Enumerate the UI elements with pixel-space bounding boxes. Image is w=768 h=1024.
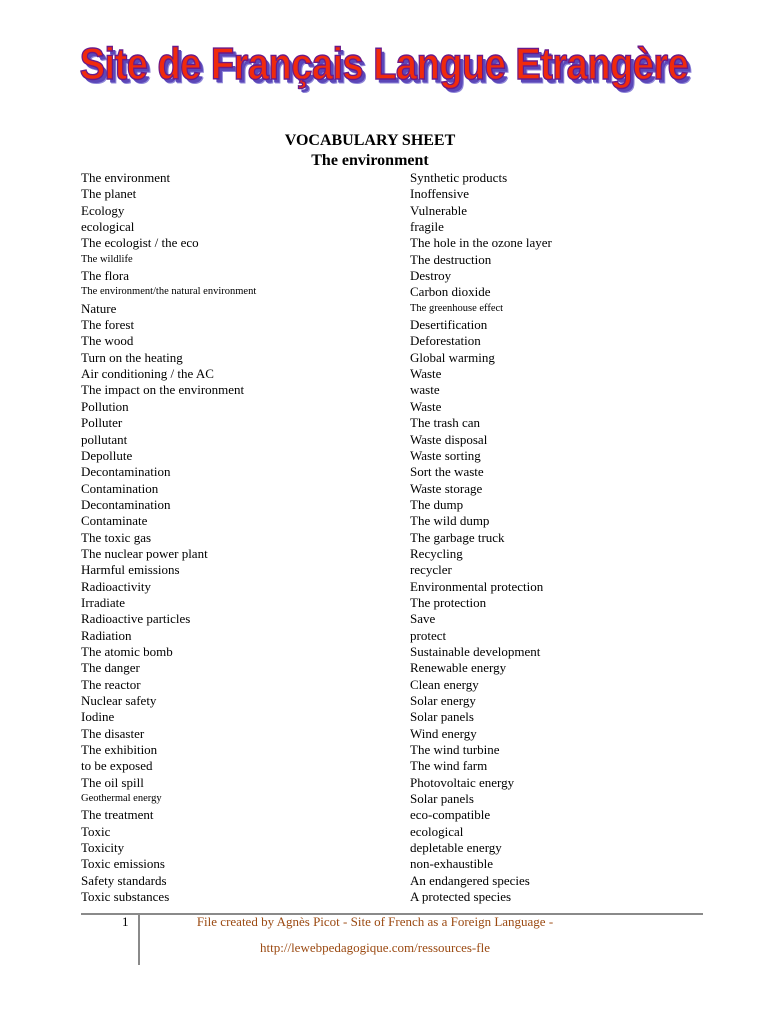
vocabulary-item: to be exposed [81, 758, 153, 774]
vocabulary-item: Radiation [81, 627, 132, 643]
vocabulary-item: Environmental protection [410, 578, 544, 594]
vocabulary-item: A protected species [410, 889, 512, 905]
vocabulary-item: Toxic [81, 823, 111, 839]
vocabulary-item: non-exhaustible [410, 856, 494, 872]
vocabulary-item: waste [410, 382, 440, 398]
vocabulary-item: Solar panels [410, 709, 474, 725]
vocabulary-item: Inoffensive [410, 186, 469, 202]
vocabulary-item: The protection [410, 594, 487, 610]
vocabulary-item: Desertification [410, 317, 488, 333]
vocabulary-item: pollutant [81, 431, 128, 447]
vocabulary-item: Sort the waste [410, 464, 484, 480]
vocabulary-item: Waste disposal [410, 431, 488, 447]
vocabulary-item: Synthetic products [410, 170, 508, 185]
vocabulary-item: Recycling [410, 545, 463, 561]
vocabulary-item: Decontamination [81, 496, 171, 512]
vocabulary-item: The disaster [81, 725, 145, 741]
vocabulary-item: The destruction [410, 251, 492, 267]
vocabulary-item: Harmful emissions [81, 562, 180, 578]
vocabulary-item: The environment [81, 170, 171, 185]
vocabulary-item: Waste sorting [410, 447, 481, 463]
vocabulary-item: The wildlife [81, 253, 133, 265]
vocabulary-item: Ecology [81, 202, 125, 218]
vocabulary-item: Toxic emissions [81, 856, 165, 872]
vocabulary-item: Toxic substances [81, 889, 170, 905]
vocabulary-item: The wood [81, 333, 134, 349]
vocabulary-item: The dump [410, 496, 464, 512]
vocabulary-item: The danger [81, 660, 140, 676]
vocabulary-item: fragile [410, 219, 444, 235]
vocabulary-item: The nuclear power plant [81, 545, 208, 561]
vocabulary-item: Turn on the heating [81, 349, 183, 365]
vocabulary-item: Radioactivity [81, 578, 152, 594]
sheet-subtitle: The environment [311, 152, 429, 169]
vocabulary-item: Waste storage [410, 480, 483, 496]
vocabulary-item: The exhibition [81, 742, 158, 758]
vocabulary-item: The oil spill [81, 774, 144, 790]
vocabulary-item: The wind farm [410, 758, 488, 774]
vocabulary-item: Decontamination [81, 464, 171, 480]
vocabulary-item: The environment/the natural environment [81, 286, 257, 298]
vocabulary-item: Geothermal energy [81, 793, 162, 805]
vocabulary-item: Wind energy [410, 725, 477, 741]
vocabulary-item: Renewable energy [410, 660, 507, 676]
vocabulary-item: Iodine [81, 709, 115, 725]
vocabulary-item: The trash can [410, 415, 481, 431]
vocabulary-item: The wild dump [410, 513, 490, 529]
footer-url: http://lewebpedagogique.com/ressources-fle [260, 940, 490, 955]
vocabulary-item: Vulnerable [410, 202, 467, 218]
sheet-title: VOCABULARY SHEET [284, 132, 456, 149]
vocabulary-item: The reactor [81, 676, 141, 692]
vocabulary-item: ecological [410, 823, 464, 839]
vocabulary-item: The toxic gas [81, 529, 152, 545]
vocabulary-item: Toxicity [81, 840, 125, 856]
vocabulary-item: Polluter [81, 415, 123, 431]
vocabulary-item: depletable energy [410, 840, 502, 856]
vocabulary-item: Global warming [410, 349, 495, 365]
vocabulary-item: The garbage truck [410, 529, 505, 545]
vocabulary-item: Pollution [81, 398, 129, 414]
vocabulary-item: Safety standards [81, 872, 167, 888]
vocabulary-item: Solar energy [410, 693, 476, 708]
vocabulary-item: The forest [81, 317, 135, 333]
vocabulary-item: recycler [410, 562, 452, 578]
right-vocabulary-column [410, 170, 552, 905]
vocabulary-item: Save [410, 611, 436, 627]
vocabulary-item: The atomic bomb [81, 643, 173, 659]
vocabulary-item: Radioactive particles [81, 611, 191, 627]
footer-credit: File created by Agnès Picot - Site of French as a Foreign Language - [196, 914, 554, 929]
page-number: 1 [122, 914, 129, 929]
vocabulary-item: The ecologist / the eco [81, 235, 199, 251]
vocabulary-item: The greenhouse effect [410, 302, 504, 314]
vocabulary-item: ecological [81, 219, 135, 235]
vocabulary-item: Solar panels [410, 791, 474, 807]
vocabulary-item: Nuclear safety [81, 693, 157, 708]
vocabulary-item: The planet [81, 186, 137, 202]
vocabulary-item: Photovoltaic energy [410, 774, 515, 790]
vocabulary-item: Destroy [410, 268, 452, 284]
vocabulary-item: Clean energy [410, 676, 479, 692]
vocabulary-item: The flora [81, 268, 130, 284]
vocabulary-item: The hole in the ozone layer [410, 235, 552, 251]
vocabulary-item: Air conditioning / the AC [81, 366, 214, 382]
vocabulary-item: Contamination [81, 480, 159, 496]
vocabulary-item: Waste [410, 398, 442, 414]
vocabulary-item: Waste [410, 366, 442, 382]
vocabulary-item: Irradiate [81, 594, 126, 610]
site-banner: Site de Français Langue Etrangère [79, 40, 689, 90]
vocabulary-item: The impact on the environment [81, 382, 245, 398]
vocabulary-item: protect [410, 627, 447, 643]
vocabulary-item: eco-compatible [410, 807, 491, 823]
vocabulary-item: Depollute [81, 447, 133, 463]
vocabulary-item: An endangered species [410, 872, 530, 888]
vocabulary-item: Carbon dioxide [410, 284, 491, 300]
vocabulary-item: Sustainable development [410, 643, 541, 659]
vocabulary-item: Deforestation [410, 333, 481, 349]
vocabulary-item: Nature [81, 300, 117, 316]
vocabulary-item: The wind turbine [410, 742, 500, 758]
vocabulary-item: The treatment [81, 807, 154, 823]
left-vocabulary-column [81, 170, 256, 905]
vocabulary-item: Contaminate [81, 513, 148, 529]
